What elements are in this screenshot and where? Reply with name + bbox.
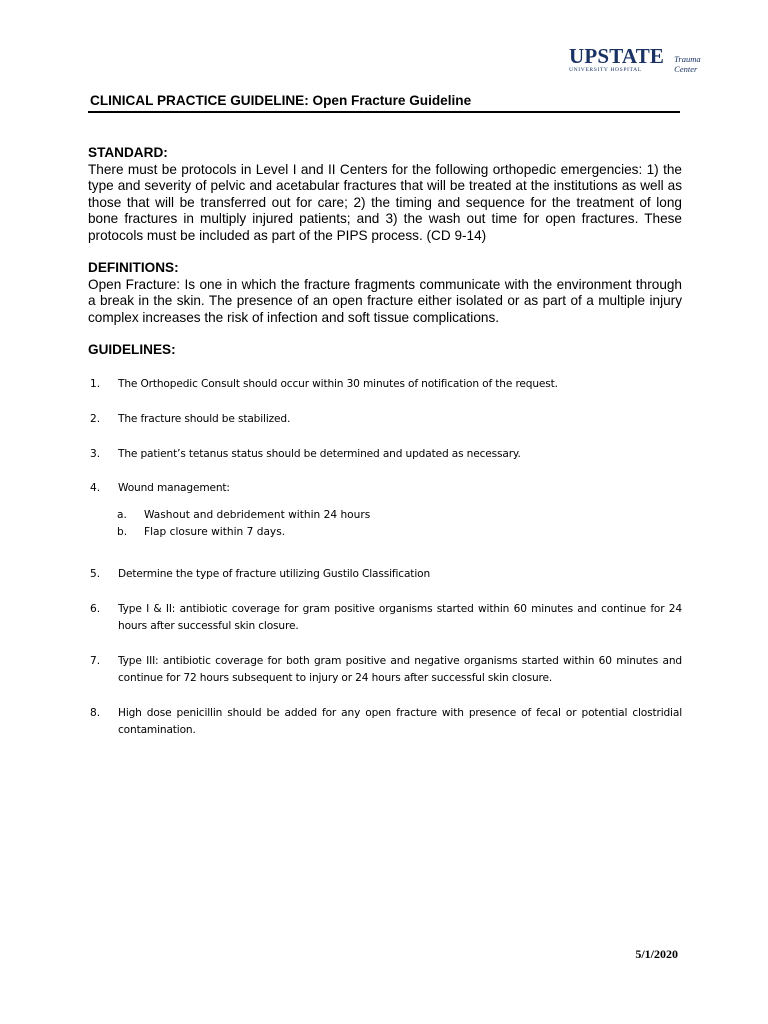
guideline-item xyxy=(90,376,682,393)
definitions-heading: DEFINITIONS: xyxy=(88,260,179,275)
guideline-number: 4. xyxy=(90,482,101,494)
definitions-body: Open Fracture: Is one in which the fracture fragments communicate with the environment through a break in the skin. The presence of an open fracture either isolated or as part of a multiple injury complex increases the risk of infection and soft tissue complications. xyxy=(88,276,682,325)
sub-guideline-letter: b. xyxy=(117,526,128,538)
guidelines-section xyxy=(88,342,682,359)
guideline-text: The patient’s tetanus status should be determined and updated as necessary. xyxy=(118,448,521,460)
guideline-text: Type I & II: antibiotic coverage for gram positive organisms started within 60 minutes and continue for 24 hours after successful skin closure. xyxy=(118,603,682,632)
guideline-item xyxy=(90,566,682,583)
document-date: 5/1/2020 xyxy=(635,947,678,961)
sub-guideline-letter: a. xyxy=(117,509,127,521)
logo-subtitle: UNIVERSITY HOSPITAL xyxy=(569,67,642,73)
guideline-item xyxy=(90,411,682,428)
guideline-number: 5. xyxy=(90,568,101,580)
definitions-section xyxy=(88,260,682,326)
guideline-text: High dose penicillin should be added for any open fracture with presence of fecal or potential clostridial contamination. xyxy=(118,707,682,736)
guideline-number: 6. xyxy=(90,603,101,615)
upstate-trauma-logo xyxy=(569,44,701,80)
sub-guideline-text: Washout and debridement within 24 hours xyxy=(144,509,371,521)
sub-guideline-item xyxy=(117,524,682,541)
guideline-item xyxy=(90,446,682,463)
standard-section xyxy=(88,145,682,244)
guideline-text: Determine the type of fracture utilizing Gustilo Classification xyxy=(118,568,431,580)
guideline-item xyxy=(90,653,682,687)
guideline-number: 2. xyxy=(90,413,101,425)
logo-trauma-line1: Trauma xyxy=(674,54,701,64)
title-divider xyxy=(88,111,680,113)
logo-name: UPSTATE xyxy=(569,44,665,68)
logo-wordmark xyxy=(569,46,664,74)
guidelines-heading: GUIDELINES: xyxy=(88,342,176,357)
guideline-number: 7. xyxy=(90,655,101,667)
sub-guideline-text: Flap closure within 7 days. xyxy=(144,526,286,538)
standard-heading: STANDARD: xyxy=(88,145,168,160)
guideline-item xyxy=(90,480,682,541)
guideline-text: Wound management: xyxy=(118,482,230,494)
standard-body: There must be protocols in Level I and II Centers for the following orthopedic emergencies: 1) the type and severity of pelvic and acetabular fractures that will be treated at the institutions as well as those that will be transferred out for care; 2) the timing and sequence for the treatment of long bone fractures in multiply injured patients; and 3) the wash out time for open fractures. These protocols must be included as part of the PIPS process. (CD 9-14) xyxy=(88,161,682,243)
logo-trauma-line2: Center xyxy=(674,64,698,74)
document-title: CLINICAL PRACTICE GUIDELINE: Open Fracture Guideline xyxy=(90,93,472,108)
logo-trauma-center xyxy=(674,54,700,74)
sub-guideline-item xyxy=(117,507,682,524)
guideline-text: The Orthopedic Consult should occur within 30 minutes of notification of the request. xyxy=(118,378,558,390)
guideline-number: 1. xyxy=(90,378,101,390)
guideline-item xyxy=(90,705,682,739)
guideline-number: 8. xyxy=(90,707,101,719)
wound-management-sublist xyxy=(117,507,682,541)
guideline-item xyxy=(90,601,682,635)
guideline-number: 3. xyxy=(90,448,101,460)
guideline-text: Type III: antibiotic coverage for both gram positive and negative organisms started within 60 minutes and continue for 72 hours subsequent to injury or 24 hours after successful skin closure. xyxy=(118,655,682,684)
guideline-text: The fracture should be stabilized. xyxy=(118,413,291,425)
